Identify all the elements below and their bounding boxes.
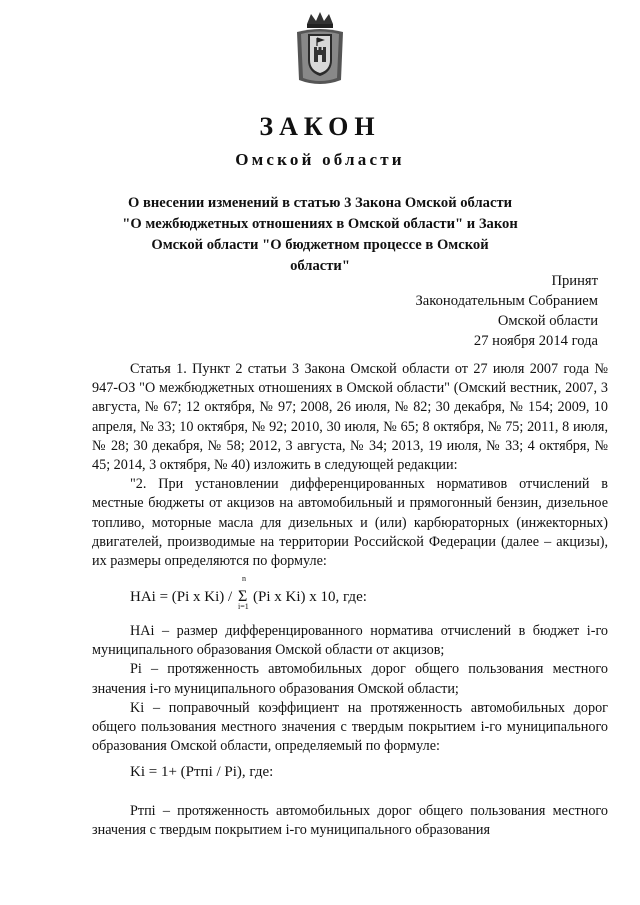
- formula-hai: [130, 574, 367, 611]
- coat-of-arms-omsk-icon: [293, 10, 347, 86]
- document-title: ЗАКОН: [259, 112, 381, 141]
- sum-symbol: [237, 574, 249, 611]
- adoption-date: 27 ноября 2014 года: [473, 333, 598, 349]
- definition-hai: HAi – размер дифференцированного норматива отчислений в бюджет i-го муниципального образования Омской области от акцизов;: [92, 623, 608, 659]
- definition-ki: Ki – поправочный коэффициент на протяженность автомобильных дорог общего пользования местного значения с твердым покрытием i-го муниципального образования Омской области, определяемый по формуле:: [92, 699, 608, 755]
- formula-left: HAi = (Pi x Ki) /: [130, 589, 233, 605]
- point-2-text: "2. При установлении дифференцированных нормативов отчислений в местные бюджеты от акцизов на автомобильный и прямогонный бензин, дизельное топливо, моторные масла для дизельных и (или) карбюраторных (инжекторных) двигателей, производимые на территории Российской Федерации (далее – акцизы), их размеры определяются по формуле:: [92, 476, 608, 570]
- sum-lower-limit: i=1: [237, 602, 249, 611]
- formula-ki: Ki = 1+ (Pтпi / Pi), где:: [130, 764, 274, 780]
- definition-ptpi: Pтпi – протяженность автомобильных дорог общего пользования местного значения с твердым покрытием i-го муниципального образования: [92, 803, 608, 839]
- law-heading: [120, 193, 520, 277]
- document-subtitle: Омской области: [235, 150, 405, 169]
- article-1-text: Статья 1. Пункт 2 статьи 3 Закона Омской области от 27 июля 2007 года № 947-ОЗ "О межбюджетных отношениях в Омской области" (Омский вестник, 2007, 3 августа, № 67; 12 октября, № 97; 2008, 26 июля, № 82; 30 декабря, № 154; 2009, 10 апреля, № 33; 10 октября, № 92; 2010, 30 июля, № 65; 8 октября, № 75; 2011, 8 июля, № 28; 30 декабря, № 58; 2012, 3 августа, № 34; 2013, 19 июля, № 33; 4 октября, № 45; 2014, 3 октября, № 40) изложить в следующей редакции:: [92, 361, 608, 474]
- definition-pi: Pi – протяженность автомобильных дорог общего пользования местного значения i-го муниципального образования Омской области;: [92, 661, 608, 697]
- definition-last-block: [92, 802, 608, 840]
- adoption-line: Омской области: [497, 313, 598, 329]
- law-heading-line: "О межбюджетных отношениях в Омской области" и Закон: [122, 216, 518, 232]
- law-heading-line: Омской области "О бюджетном процессе в Омской области": [151, 237, 489, 274]
- law-heading-line: О внесении изменений в статью 3 Закона Омской области: [127, 195, 513, 211]
- formula-right: (Pi x Ki) x 10, где:: [253, 589, 367, 605]
- sum-upper-limit: n: [241, 574, 246, 583]
- sum-sign: Σ: [237, 588, 248, 605]
- definitions-block: [92, 622, 608, 756]
- adoption-block: [338, 271, 598, 351]
- adoption-line: Принят: [551, 273, 598, 289]
- article-1: [92, 360, 608, 571]
- adoption-line: Законодательным Собранием: [415, 293, 598, 309]
